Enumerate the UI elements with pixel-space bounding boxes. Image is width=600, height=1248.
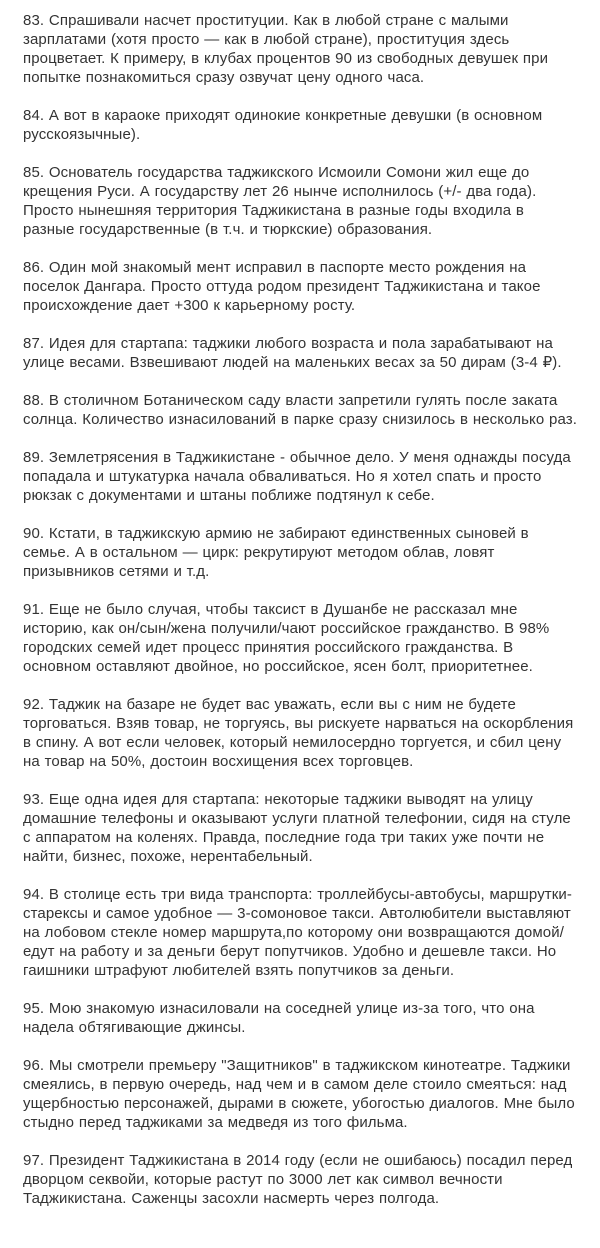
post-paragraph-86: 86. Один мой знакомый мент исправил в паспорте место рождения на поселок Дангара. Просто оттуда родом президент Таджикистана и такое происхождение дает +300 к карьерному росту. [23, 259, 541, 314]
post-paragraph-94: 94. В столице есть три вида транспорта: троллейбусы-автобусы, маршрутки-старексы и самое удобное — 3-сомоновое такси. Автолюбители выставляют на лобовом стекле номер маршрута,по которому они возвращаются домой/едут на работу и за деньги берут попутчиков. Удобно и дешевле такси. Но гаишники штрафуют любителей взять попутчиков за деньги. [23, 886, 572, 979]
post-paragraph-85: 85. Основатель государства таджикского Исмоили Сомони жил еще до крещения Руси. А государству лет 26 нынче исполнилось (+/- два года). Просто нынешняя территория Таджикистана в разные годы входила в разные государственные (в т.ч. и тюркские) образования. [23, 164, 537, 238]
post-paragraph-97: 97. Президент Таджикистана в 2014 году (если не ошибаюсь) посадил перед дворцом секвойи, которые растут по 3000 лет как символ вечности Таджикистана. Саженцы засохли насмерть через полгода. [23, 1152, 573, 1207]
post-paragraph-92: 92. Таджик на базаре не будет вас уважать, если вы с ним не будете торговаться. Взяв товар, не торгуясь, вы рискуете нарваться на оскорбления в спину. А вот если человек, который немилосердно торгуется, и сбил цену на товар на 50%, достоин восхищения всех торговцев. [23, 696, 574, 770]
post-paragraph-83: 83. Спрашивали насчет проституции. Как в любой стране с малыми зарплатами (хотя просто — как в любой стране), проституция здесь процветает. К примеру, в клубах процентов 90 из свободных девушек при попытке познакомиться сразу озвучат цену одного часа. [23, 12, 549, 86]
post-paragraph-90: 90. Кстати, в таджикскую армию не забирают единственных сыновей в семье. А в остальном — цирк: рекрутируют методом облав, ловят призывников сетями и т.д. [23, 525, 529, 580]
post-paragraph-84: 84. А вот в караоке приходят одинокие конкретные девушки (в основном русскоязычные). [23, 107, 543, 143]
post-paragraph-87: 87. Идея для стартапа: таджики любого возраста и пола зарабатывают на улице весами. Взвешивают людей на маленьких весах за 50 дирам (3-4 ₽). [23, 335, 562, 371]
post-paragraph-93: 93. Еще одна идея для стартапа: некоторые таджики выводят на улицу домашние телефоны и оказывают услуги платной телефонии, сидя на стуле с аппаратом на коленях. Правда, последние года три таких уже почти не найти, бизнес, похоже, нерентабельный. [23, 791, 571, 865]
post-paragraph-91: 91. Еще не было случая, чтобы таксист в Душанбе не рассказал мне историю, как он/сын/жена получили/чают российское гражданство. В 98% городских семей идет процесс принятия российского гражданства. В основном оставляют двойное, но российское, ясен болт, приоритетнее. [23, 601, 550, 675]
post-paragraph-89: 89. Землетрясения в Таджикистане - обычное дело. У меня однажды посуда попадала и штукатурка начала обваливаться. Но я хотел спать и просто рюкзак с документами и штаны поближе подтянул к себе. [23, 449, 571, 504]
post-paragraph-96: 96. Мы смотрели премьеру "Защитников" в таджикском кинотеатре. Таджики смеялись, в первую очередь, над чем и в самом деле стоило смеяться: над ущербностью персонажей, дырами в сюжете, убогостью диалогов. Мне было стыдно перед таджиками за медведя из того фильма. [23, 1057, 575, 1131]
post-paragraph-95: 95. Мою знакомую изнасиловали на соседней улице из-за того, что она надела обтягивающие джинсы. [23, 1000, 535, 1036]
post-paragraph-88: 88. В столичном Ботаническом саду власти запретили гулять после заката солнца. Количество изнасилований в парке сразу снизилось в несколько раз. [23, 392, 577, 428]
